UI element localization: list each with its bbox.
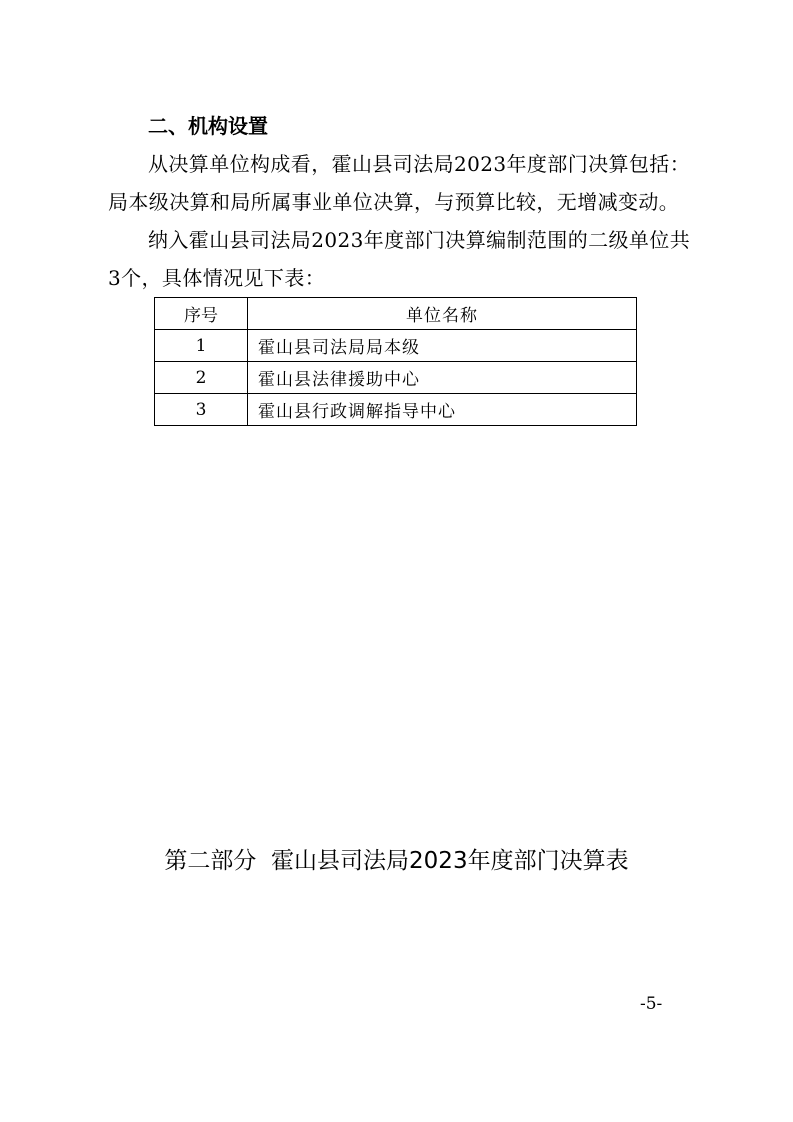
column-header-name: 单位名称 bbox=[248, 298, 637, 330]
paragraph-scope: 纳入霍山县司法局2023年度部门决算编制范围的二级单位共3个，具体情况见下表： bbox=[108, 228, 691, 290]
units-table bbox=[154, 297, 637, 426]
row-index: 3 bbox=[155, 394, 248, 426]
table-row bbox=[155, 362, 637, 394]
section-heading: 二、机构设置 bbox=[148, 114, 268, 138]
table-row bbox=[155, 394, 637, 426]
row-unit-name: 霍山县法律援助中心 bbox=[248, 362, 637, 394]
row-index: 1 bbox=[155, 330, 248, 362]
row-unit-name: 霍山县行政调解指导中心 bbox=[248, 394, 637, 426]
paragraph-composition: 从决算单位构成看，霍山县司法局2023年度部门决算包括：局本级决算和局所属事业单位决算，与预算比较，无增减变动。 bbox=[108, 152, 691, 214]
table-row bbox=[155, 330, 637, 362]
column-header-index: 序号 bbox=[155, 298, 248, 330]
row-index: 2 bbox=[155, 362, 248, 394]
page-number: -5- bbox=[640, 994, 663, 1014]
table-header-row bbox=[155, 298, 637, 330]
part-title: 第二部分 霍山县司法局2023年度部门决算表 bbox=[164, 848, 629, 874]
row-unit-name: 霍山县司法局局本级 bbox=[248, 330, 637, 362]
